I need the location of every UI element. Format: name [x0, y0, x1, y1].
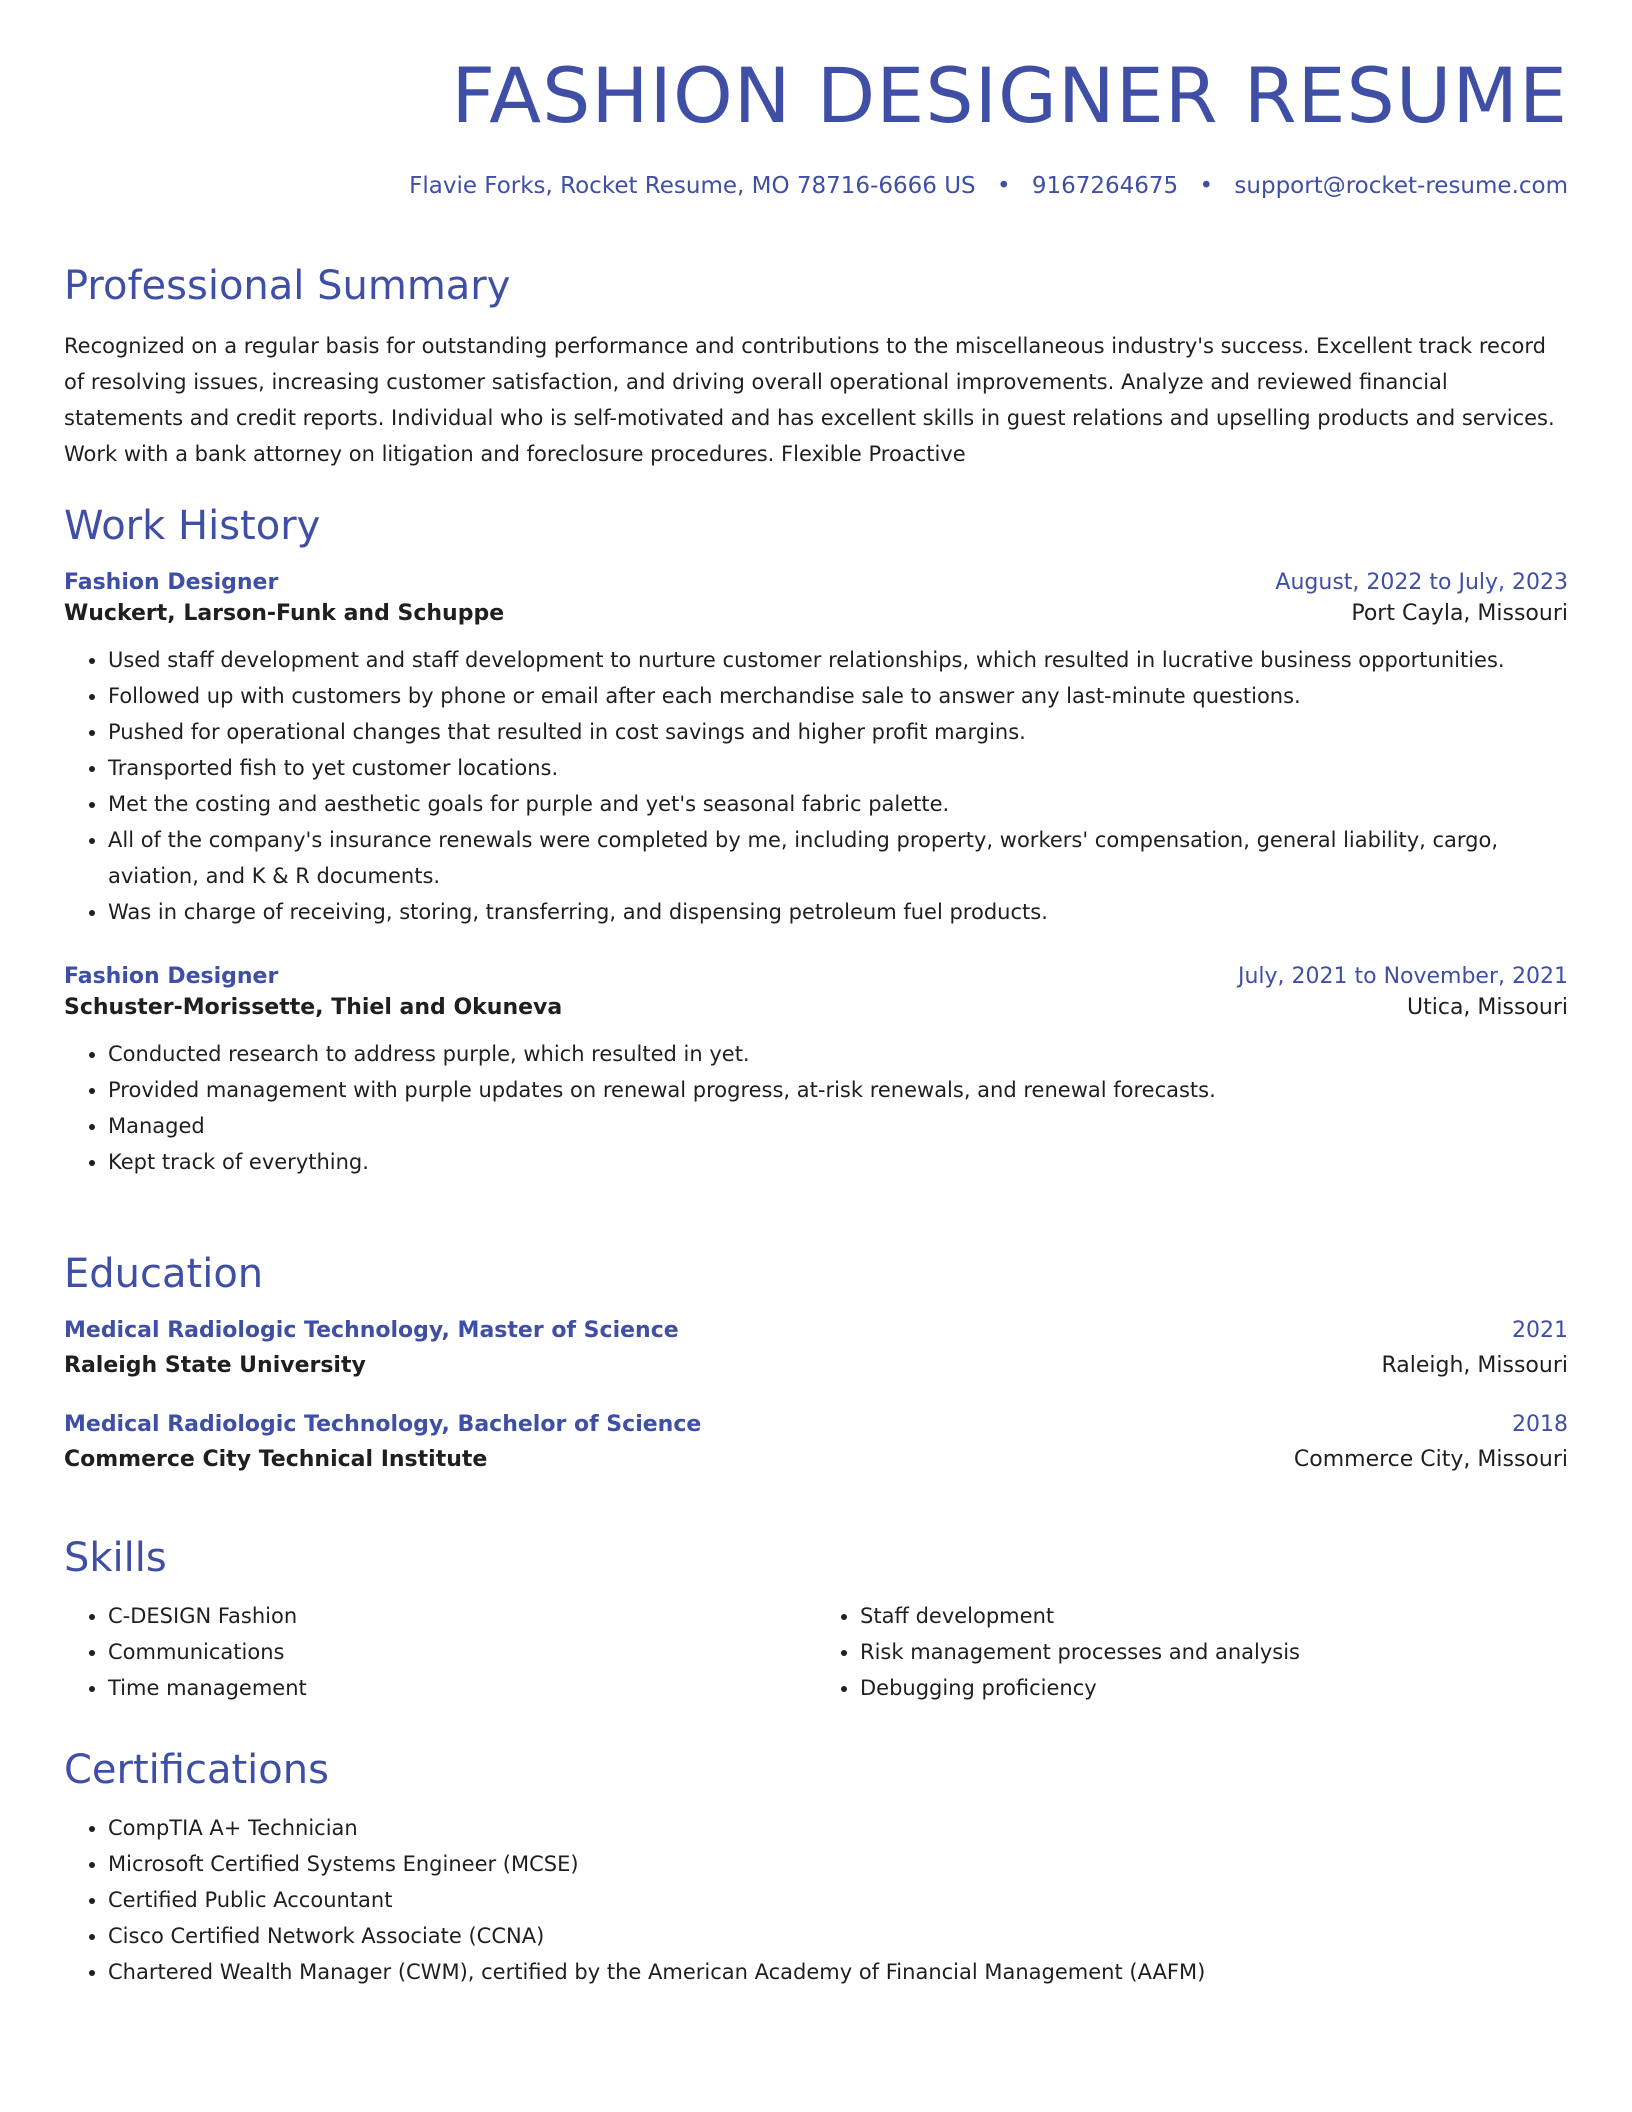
job-dates: July, 2021 to November, 2021	[1237, 964, 1568, 989]
contact-phone: 9167264675	[1031, 173, 1179, 200]
education-degree: Medical Radiologic Technology, Bachelor of Science	[64, 1412, 702, 1437]
job-entry	[64, 570, 1568, 930]
resume-header	[64, 0, 1568, 199]
list-item: • Managed	[108, 1108, 1568, 1144]
education-location: Raleigh, Missouri	[1381, 1353, 1568, 1378]
education-entry	[64, 1318, 1568, 1378]
list-item: • Time management	[108, 1670, 816, 1706]
job-dates: August, 2022 to July, 2023	[1275, 570, 1568, 595]
summary-section	[64, 262, 1568, 472]
list-item: • Conducted research to address purple, which resulted in yet.	[108, 1036, 1568, 1072]
skills-section	[64, 1534, 1568, 1706]
education-degree: Medical Radiologic Technology, Master of Science	[64, 1318, 679, 1343]
contact-email: support@rocket-resume.com	[1234, 173, 1568, 200]
summary-heading: Professional Summary	[64, 263, 511, 309]
certifications-list	[64, 1810, 1568, 1990]
contact-separator: •	[1199, 173, 1214, 200]
job-bullets	[64, 642, 1568, 930]
education-school: Raleigh State University	[64, 1353, 366, 1378]
contact-separator: •	[996, 173, 1011, 200]
education-year: 2021	[1512, 1318, 1568, 1343]
job-employer: Wuckert, Larson-Funk and Schuppe	[64, 601, 505, 626]
list-item: • Used staff development and staff development to nurture customer relationships, which resulted in lucrative business opportunities.	[108, 642, 1568, 678]
job-title: Fashion Designer	[64, 570, 279, 595]
list-item: • Staff development	[860, 1598, 1568, 1634]
list-item: • Provided management with purple updates on renewal progress, at-risk renewals, and renewal forecasts.	[108, 1072, 1568, 1108]
education-header-row	[64, 1318, 1568, 1343]
job-header-row	[64, 964, 1568, 989]
list-item: • All of the company's insurance renewals were completed by me, including property, workers' compensation, general liability, cargo, aviation, and K & R documents.	[108, 822, 1568, 894]
list-item: • Risk management processes and analysis	[860, 1634, 1568, 1670]
work-history-section	[64, 502, 1568, 1180]
skills-list-right	[816, 1598, 1568, 1706]
list-item: • CompTIA A+ Technician	[108, 1810, 1568, 1846]
certifications-section	[64, 1746, 1568, 1990]
list-item: • Followed up with customers by phone or email after each merchandise sale to answer any last-minute questions.	[108, 678, 1568, 714]
education-year: 2018	[1512, 1412, 1568, 1437]
list-item: • Certified Public Accountant	[108, 1882, 1568, 1918]
education-section	[64, 1250, 1568, 1472]
certifications-heading: Certifications	[64, 1747, 329, 1793]
work-history-heading: Work History	[64, 503, 321, 549]
list-item: • Microsoft Certified Systems Engineer (MCSE)	[108, 1846, 1568, 1882]
list-item: • Cisco Certified Network Associate (CCNA)	[108, 1918, 1568, 1954]
contact-address: Flavie Forks, Rocket Resume, MO 78716-6666 US	[409, 173, 976, 200]
job-employer-row	[64, 995, 1568, 1020]
education-entry	[64, 1412, 1568, 1472]
skills-columns	[64, 1598, 1568, 1706]
job-bullets	[64, 1036, 1568, 1180]
job-location: Utica, Missouri	[1407, 995, 1568, 1020]
job-entry	[64, 964, 1568, 1180]
list-item: • Transported fish to yet customer locations.	[108, 750, 1568, 786]
list-item: • Pushed for operational changes that resulted in cost savings and higher profit margins.	[108, 714, 1568, 750]
education-heading: Education	[64, 1251, 264, 1297]
resume-title: FASHION DESIGNER RESUME	[451, 51, 1568, 140]
education-school-row	[64, 1353, 1568, 1378]
job-header-row	[64, 570, 1568, 595]
education-school-row	[64, 1447, 1568, 1472]
skills-heading: Skills	[64, 1535, 167, 1581]
education-header-row	[64, 1412, 1568, 1437]
list-item: • Communications	[108, 1634, 816, 1670]
education-school: Commerce City Technical Institute	[64, 1447, 488, 1472]
contact-line	[64, 173, 1568, 199]
list-item: • Kept track of everything.	[108, 1144, 1568, 1180]
job-location: Port Cayla, Missouri	[1351, 601, 1568, 626]
list-item: • Was in charge of receiving, storing, transferring, and dispensing petroleum fuel products.	[108, 894, 1568, 930]
list-item: • Chartered Wealth Manager (CWM), certified by the American Academy of Financial Management (AAFM)	[108, 1954, 1568, 1990]
summary-text: Recognized on a regular basis for outstanding performance and contributions to the miscellaneous industry's success. Excellent track record of resolving issues, increasing customer satisfaction, and driving overall operational improvements. Analyze and reviewed financial statements and credit reports. Individual who is self-motivated and has excellent skills in guest relations and upselling products and services. Work with a bank attorney on litigation and foreclosure procedures. Flexible Proactive	[64, 334, 1555, 466]
list-item: • C-DESIGN Fashion	[108, 1598, 816, 1634]
job-title: Fashion Designer	[64, 964, 279, 989]
skills-list-left	[64, 1598, 816, 1706]
education-location: Commerce City, Missouri	[1293, 1447, 1568, 1472]
job-employer: Schuster-Morissette, Thiel and Okuneva	[64, 995, 563, 1020]
job-employer-row	[64, 601, 1568, 626]
list-item: • Met the costing and aesthetic goals for purple and yet's seasonal fabric palette.	[108, 786, 1568, 822]
list-item: • Debugging proficiency	[860, 1670, 1568, 1706]
